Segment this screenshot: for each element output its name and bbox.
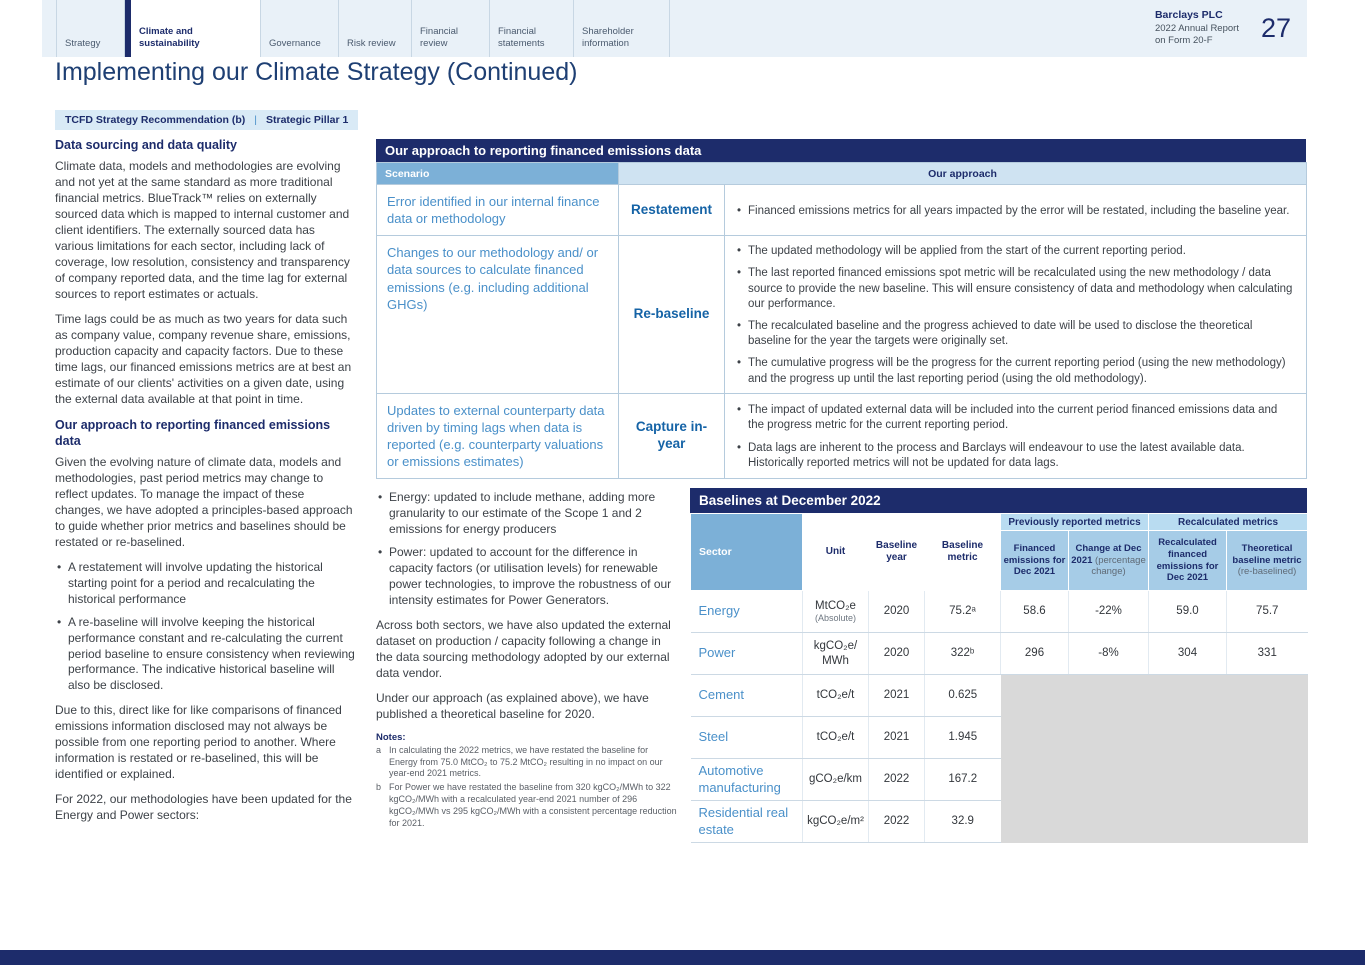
header-main: Change at Dec 2021 xyxy=(1071,542,1142,566)
unit-cell: kgCO₂e/ MWh xyxy=(803,633,869,675)
unit-cell: tCO₂e/t xyxy=(803,675,869,717)
table-row xyxy=(377,393,1307,479)
column-header-baseline-metric: Baseline metric xyxy=(925,514,1001,591)
change-cell: -22% xyxy=(1069,591,1149,633)
bullet-item: • The cumulative progress will be the progress for the current reporting period (using the new methodology) and the progress up until the last reporting period (using the old methodology). xyxy=(735,356,1296,386)
tag-strategic-pillar: Strategic Pillar 1 xyxy=(266,114,349,126)
scenario-cell: Updates to external counterparty data driven by timing lags when data is reported (e.g. counterparty valuations or emissions estimates) xyxy=(377,393,619,479)
baseline-metric-cell: 1.945 xyxy=(925,717,1001,759)
column-header-sector: Sector xyxy=(691,514,803,591)
theoretical-cell: 75.7 xyxy=(1227,591,1308,633)
column-header-recalculated-financed: Recalculated financed emissions for Dec 2021 xyxy=(1149,531,1227,591)
tab-label: Risk review xyxy=(347,38,396,50)
approach-label-cell: Capture in-year xyxy=(619,393,725,479)
baseline-year-cell: 2022 xyxy=(869,759,925,801)
bullet-item: • Power: updated to account for the difference in capacity factors (or utilisation levels) for renewable power technologies, to improve the robustness of our intensity estimates for Power Generators. xyxy=(376,545,678,609)
tag-divider: | xyxy=(254,114,257,126)
no-data-region xyxy=(1001,675,1308,843)
top-navigation xyxy=(42,0,1307,57)
approach-detail-cell xyxy=(725,185,1307,236)
header-note: (percentage change) xyxy=(1091,554,1146,578)
bullet-item: • A restatement will involve updating the historical starting point for a period and recalculating the historical performance xyxy=(55,560,356,608)
group-header-recalculated: Recalculated metrics xyxy=(1149,514,1308,531)
unit-cell xyxy=(803,591,869,633)
recalculated-cell: 304 xyxy=(1149,633,1227,675)
table-row xyxy=(377,236,1307,393)
tab-label: Shareholder information xyxy=(582,26,634,50)
bullet-item: • The last reported financed emissions spot metric will be recalculated using the new methodology / data source to provide the new baseline. This will ensure consistency of data and methodology when calculating our performance. xyxy=(735,266,1296,312)
bullet-list xyxy=(376,490,678,609)
baselines-table-title: Baselines at December 2022 xyxy=(690,488,1307,513)
paragraph: Under our approach (as explained above), we have published a theoretical baseline for 2020. xyxy=(376,690,649,721)
report-title-line1: 2022 Annual Report xyxy=(1154,22,1239,34)
tcfd-tag-strip xyxy=(55,110,358,130)
footnote-marker: b xyxy=(376,782,382,793)
bullet-item: • The impact of updated external data will be included into the current period financed emissions data and the progress metric for the current reporting period. xyxy=(735,403,1296,433)
approach-detail-cell xyxy=(725,236,1307,393)
bullet-item: • The updated methodology will be applied from the start of the current reporting period. xyxy=(735,244,1296,259)
tab-climate-and-sustainability[interactable] xyxy=(125,0,261,57)
footnote-a xyxy=(376,745,678,781)
paragraph: Time lags could be as much as two years for data such as company value, company revenue share, emissions, production capacity and capacity factors. Due to these time lags, our financed emissions metrics are at best an estimate of our clients' activities on a given date, using the external data available at that point in time. xyxy=(55,311,352,406)
bullet-list xyxy=(55,560,356,695)
bullet-item: • A re-baseline will involve keeping the historical performance constant and re-calculating the current period baseline to ensure consistency when reviewing performance. The indicative historical baseline will also be disclosed. xyxy=(55,615,356,695)
baseline-metric-cell: 75.2ᵃ xyxy=(925,591,1001,633)
baseline-year-cell: 2021 xyxy=(869,675,925,717)
tab-label: Strategy xyxy=(65,38,101,50)
column-header-change-dec-2021 xyxy=(1069,531,1149,591)
scenario-cell: Changes to our methodology and/ or data sources to calculate financed emissions (e.g. including additional GHGs) xyxy=(377,236,619,393)
tab-label: Governance xyxy=(269,38,321,50)
header-note: (re-baselined) xyxy=(1237,566,1297,578)
table-row-energy xyxy=(691,591,1308,633)
footnote-marker: a xyxy=(376,744,382,755)
tab-financial-statements[interactable] xyxy=(490,0,574,57)
tab-risk-review[interactable] xyxy=(339,0,412,57)
baseline-metric-cell: 167.2 xyxy=(925,759,1001,801)
baseline-year-cell: 2022 xyxy=(869,801,925,843)
section-heading-data-sourcing: Data sourcing and data quality xyxy=(55,138,237,152)
sector-cell: Automotive manufacturing xyxy=(691,759,803,801)
group-header-previously-reported: Previously reported metrics xyxy=(1001,514,1149,531)
column-header-theoretical-baseline xyxy=(1227,531,1308,591)
approach-table-title: Our approach to reporting financed emissions data xyxy=(376,139,1306,162)
table-row-cement xyxy=(691,675,1308,717)
unit-value: MtCO₂e xyxy=(815,599,856,612)
paragraph: Given the evolving nature of climate data, models and methodologies, past period metrics may change to reflect updates. To manage the impact of these changes, we have adopted a principles-based approach to guide whether prior metrics and baselines should be restated or re-baselined. xyxy=(55,455,353,549)
column-header-financed-emissions: Financed emissions for Dec 2021 xyxy=(1001,531,1069,591)
group-header-row xyxy=(691,514,1308,531)
tab-strategy[interactable] xyxy=(56,0,125,57)
unit-cell: tCO₂e/t xyxy=(803,717,869,759)
paragraph: For 2022, our methodologies have been updated for the Energy and Power sectors: xyxy=(55,792,352,823)
unit-note: (Absolute) xyxy=(814,613,857,624)
brand-name: Barclays PLC xyxy=(1154,9,1223,22)
footer-bar xyxy=(0,950,1365,965)
report-identity xyxy=(1155,9,1239,47)
page-number: 27 xyxy=(1260,13,1291,43)
approach-label-cell: Restatement xyxy=(619,185,725,236)
header-main: Theoretical baseline metric xyxy=(1232,542,1302,566)
column-header-baseline-year: Baseline year xyxy=(869,514,925,591)
tab-label: Climate and sustainability xyxy=(139,26,200,50)
section-heading-our-approach: Our approach to reporting financed emissions data xyxy=(55,417,331,448)
baseline-year-cell: 2020 xyxy=(869,591,925,633)
footnotes xyxy=(376,732,678,830)
tab-label: Financial review xyxy=(420,26,459,50)
table-row-power xyxy=(691,633,1308,675)
change-cell: -8% xyxy=(1069,633,1149,675)
page-title: Implementing our Climate Strategy (Continued) xyxy=(55,58,578,86)
sector-cell: Cement xyxy=(691,675,803,717)
baseline-metric-cell: 0.625 xyxy=(925,675,1001,717)
column-header-our-approach: Our approach xyxy=(619,163,1307,185)
approach-detail-cell xyxy=(725,393,1307,479)
bullet-item: • The recalculated baseline and the progress achieved to date will be used to disclose the theoretical baseline for the year the targets were originally set. xyxy=(735,319,1296,349)
unit-cell: kgCO₂e/m² xyxy=(803,801,869,843)
paragraph: Climate data, models and methodologies are evolving and not yet at the same standard as more traditional financial metrics. BlueTrack™ relies on externally sourced data which is mapped to internal customer and client identifiers. The externally sourced data has various limitations for each sector, including lack of coverage, low resolution, consistency and transparency of company reported data, and the time lag for external sources to report estimates or actuals. xyxy=(55,159,350,301)
scenario-cell: Error identified in our internal finance data or methodology xyxy=(377,185,619,236)
approach-table xyxy=(376,162,1307,479)
footnote-text: For Power we have restated the baseline from 320 kgCO₂/MWh to 322 kgCO₂/MWh with a recalculated year-end 2021 number of 296 kgCO₂/MWh vs 295 kgCO₂/MWh with a consistent percentage reduction for 2021. xyxy=(389,782,677,828)
nav-right-group xyxy=(1155,0,1307,57)
bullet-item: • Energy: updated to include methane, adding more granularity to our estimate of the Scope 1 and 2 emissions for energy producers xyxy=(376,490,678,538)
sector-cell: Residential real estate xyxy=(691,801,803,843)
paragraph: Across both sectors, we have also updated the external dataset on production / capacity following a change in the data sourcing methodology adopted by our external data vendor. xyxy=(376,617,671,680)
sector-cell: Power xyxy=(691,633,803,675)
tab-shareholder-information[interactable] xyxy=(574,0,670,57)
column-header-scenario: Scenario xyxy=(377,163,619,185)
tab-label: Financial statements xyxy=(498,26,545,50)
sector-cell: Steel xyxy=(691,717,803,759)
baseline-metric-cell: 322ᵇ xyxy=(925,633,1001,675)
column-header-unit: Unit xyxy=(803,514,869,591)
bullet-item: • Data lags are inherent to the process and Barclays will endeavour to use the latest available data. Historically reported metrics will not be updated for data lags. xyxy=(735,441,1296,471)
approach-label-cell: Re-baseline xyxy=(619,236,725,393)
table-row xyxy=(377,185,1307,236)
financed-emissions-cell: 58.6 xyxy=(1001,591,1069,633)
paragraph: Due to this, direct like for like comparisons of financed emissions information disclosed may not always be possible from one reporting period to another. Where information is restated or re-baselined, this will be identified or explained. xyxy=(55,703,342,782)
footnote-text: In calculating the 2022 metrics, we have restated the baseline for Energy from 75.0 MtCO₂ to 75.2 MtCO₂ resulting in no impact on our year-end 2021 metrics. xyxy=(389,744,663,779)
sector-cell: Energy xyxy=(691,591,803,633)
baseline-year-cell: 2021 xyxy=(869,717,925,759)
tab-financial-review[interactable] xyxy=(412,0,490,57)
theoretical-cell: 331 xyxy=(1227,633,1308,675)
recalculated-cell: 59.0 xyxy=(1149,591,1227,633)
table-header-row xyxy=(377,163,1307,185)
bullet-item: • Financed emissions metrics for all years impacted by the error will be restated, including the baseline year. xyxy=(735,204,1296,219)
financed-emissions-cell: 296 xyxy=(1001,633,1069,675)
tab-governance[interactable] xyxy=(261,0,339,57)
middle-text-column xyxy=(376,490,678,830)
footnotes-title: Notes: xyxy=(376,731,406,743)
report-title-line2: on Form 20-F xyxy=(1154,35,1213,47)
baselines-table xyxy=(690,513,1308,843)
left-text-column xyxy=(55,137,356,833)
baselines-panel xyxy=(690,488,1307,843)
unit-cell: gCO₂e/km xyxy=(803,759,869,801)
baseline-year-cell: 2020 xyxy=(869,633,925,675)
footnote-b xyxy=(376,782,678,830)
baseline-metric-cell: 32.9 xyxy=(925,801,1001,843)
tag-tcfd-recommendation: TCFD Strategy Recommendation (b) xyxy=(65,114,246,126)
